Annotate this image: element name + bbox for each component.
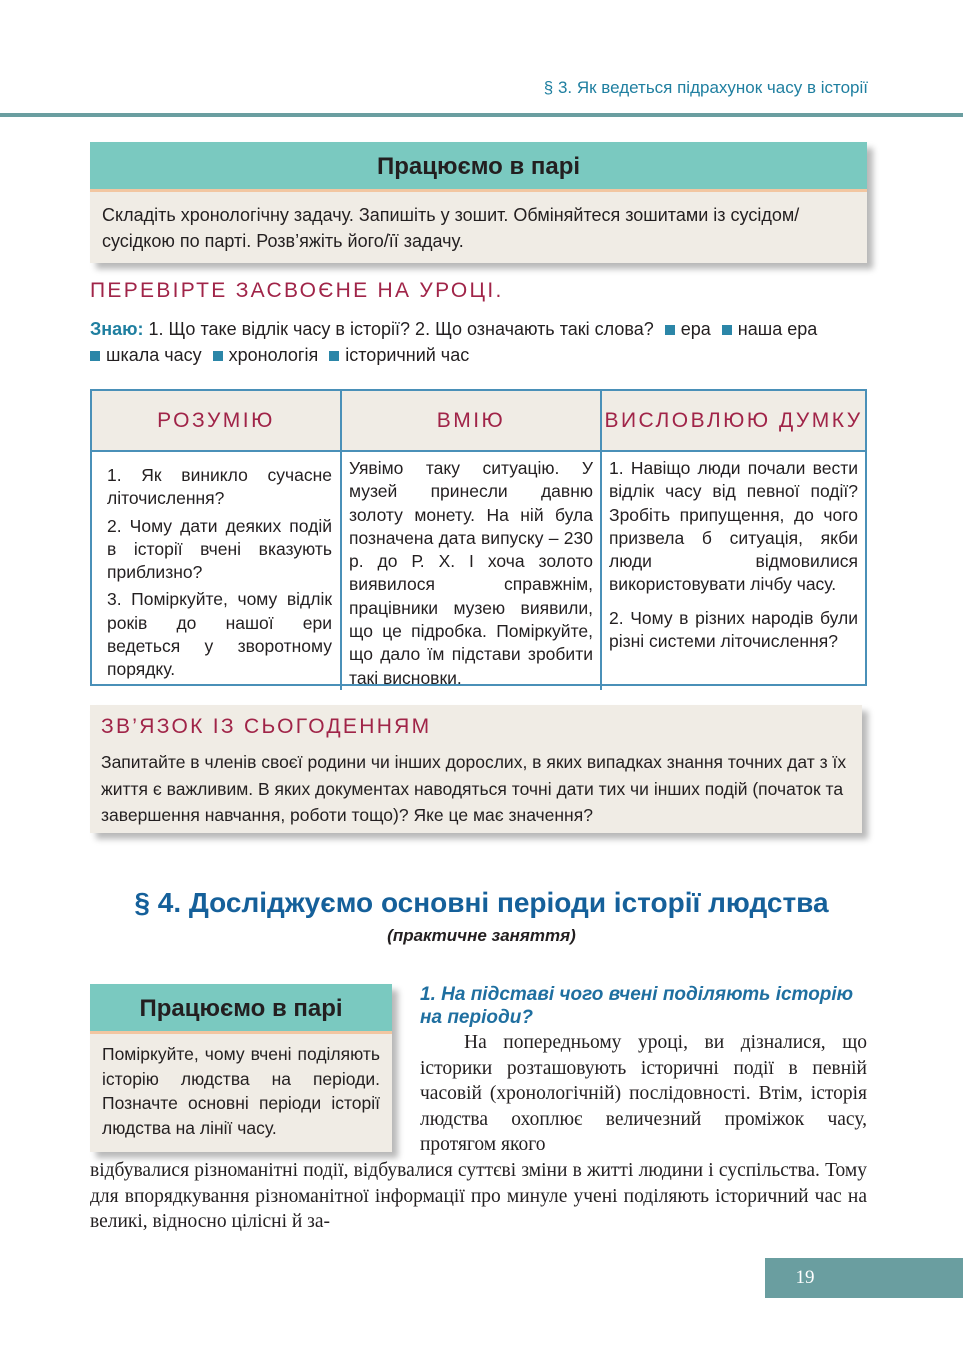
term: історичний час — [345, 345, 470, 365]
pair-work-title: Працюємо в парі — [90, 142, 867, 192]
page-number-tab — [765, 1258, 963, 1298]
know-block — [90, 316, 867, 368]
question-item: 3. Поміркуйте, чому відлік років до нашої ери ведеться у зворотному порядку. — [107, 589, 332, 680]
bullet-square-icon — [213, 351, 223, 361]
pair-work-title: Працюємо в парі — [90, 984, 392, 1034]
section-subtitle: (практичне заняття) — [387, 926, 576, 945]
question-item: 1. Навіщо люди почали вести відлік часу від певної події? Зробіть припущення, до чого призвела б ситуація, якби люди відмовилися використовувати лічбу часу. — [609, 458, 858, 595]
situation-text: Уявімо таку ситуацію. У музей принесли давню золоту монету. На ній була позначена дата випуску – 230 р. до Р. Х. І хоча золото виявилося справжнім, працівники музею виявили, що це підробка. Поміркуйте, що дало їм підстави зробити такі висновки. — [349, 458, 593, 688]
connection-title: ЗВ’ЯЗОК ІЗ СЬОГОДЕННЯМ — [101, 715, 432, 738]
term: наша ера — [737, 319, 818, 339]
body-paragraph-column — [420, 1030, 867, 1158]
table-header-understand: РОЗУМІЮ — [92, 391, 342, 452]
know-text: 1. Що таке відлік часу в історії? 2. Що означають такі слова? — [148, 319, 654, 339]
term: шкала часу — [106, 345, 202, 365]
question-item: 2. Чому в різних народів були різні системи літочислення? — [609, 607, 858, 652]
bullet-square-icon — [90, 351, 100, 361]
bullet-square-icon — [665, 325, 675, 335]
pair-work-box — [90, 984, 392, 1152]
question-item: 1. Як виникло сучасне літочислення? — [107, 465, 332, 509]
check-heading: ПЕРЕВІРТЕ ЗАСВОЄНЕ НА УРОЦІ. — [90, 279, 504, 302]
pair-work-text: Поміркуйте, чому вчені поділяють історію людства на періоди. Позначте основні періоди історії людства на лінії часу. — [102, 1044, 380, 1138]
table-cell-can — [342, 452, 602, 690]
page-number: 19 — [795, 1267, 815, 1288]
question-item: 2. Чому дати деяких подій в історії вчені вказують приблизно? — [107, 515, 332, 583]
header-rule — [0, 113, 963, 117]
body-paragraph-full: відбувалися різноманітні події, відбувалися суттєві зміни в житті людини і суспільства. Тому для впорядкування різноманітної інформації про минуле учені поділяють історичний час на великі, відносно цілісні й за- — [90, 1160, 867, 1232]
table-cell-understand — [92, 452, 342, 690]
know-label: Знаю: — [90, 319, 144, 339]
bullet-square-icon — [329, 351, 339, 361]
table-header-can: ВМІЮ — [342, 391, 602, 452]
connection-text: Запитайте в членів своєї родини чи інших дорослих, в яких випадках знання точних дат з їх життя є важливим. В яких документах наводяться точні дати тих чи інших подій (початок та завершення навчання, роботи тощо)? Яке це має значення? — [101, 752, 847, 825]
running-header: § 3. Як ведеться підрахунок часу в історії — [543, 78, 868, 97]
section-title: § 4. Досліджуємо основні періоди історії людства — [134, 887, 829, 918]
connection-box — [90, 705, 862, 833]
table-header-opinion: ВИСЛОВЛЮЮ ДУМКУ — [602, 391, 865, 452]
question-heading: 1. На підставі чого вчені поділяють історію на періоди? — [420, 984, 854, 1028]
paragraph-text: На попередньому уроці, ви дізналися, що історики розташовують історичні події в певній часовій (хронологічній) послідовності. Втім, історія людства охоплює величезний проміжок часу, протягом якого — [420, 1032, 867, 1155]
bullet-square-icon — [722, 325, 732, 335]
term: ера — [680, 319, 711, 339]
table-cell-opinion — [602, 452, 865, 690]
tasks-table — [90, 389, 867, 686]
term: хронологія — [228, 345, 319, 365]
pair-work-box — [90, 142, 867, 263]
pair-work-text: Складіть хронологічну задачу. Запишіть у зошит. Обміняйтеся зошитами із сусідом/ сусідкою по парті. Розв’яжіть його/її задачу. — [102, 205, 800, 251]
